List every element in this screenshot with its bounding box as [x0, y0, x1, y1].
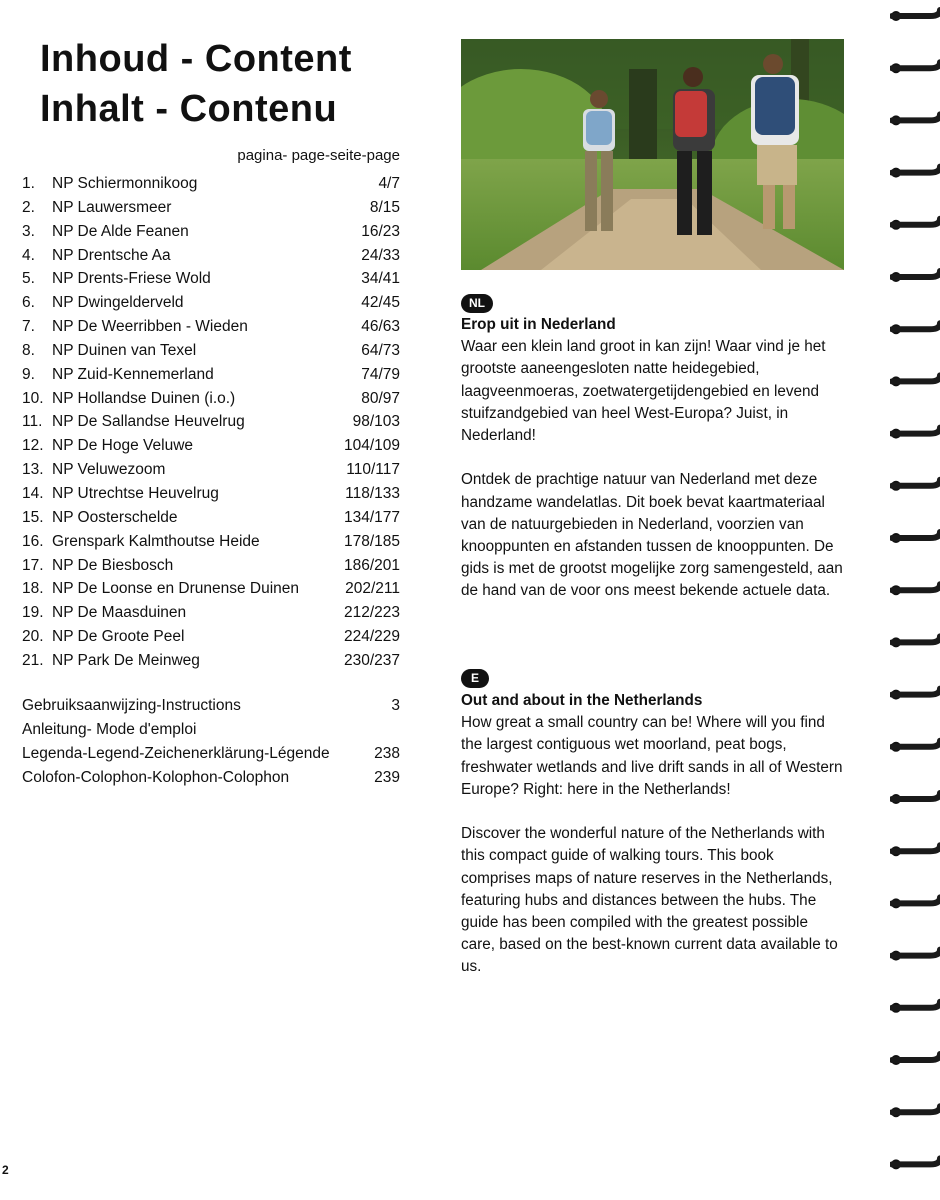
toc-entry-pages: 212/223	[343, 604, 400, 622]
toc-entry-pages: 42/45	[361, 294, 400, 312]
toc-entry-number: 9.	[22, 365, 35, 383]
toc-entry-pages: 202/211	[345, 580, 400, 598]
toc-entry-pages: 110/117	[346, 461, 400, 479]
binding-coil	[891, 584, 940, 595]
en-paragraph-1: How great a small country can be! Where will you find the largest contiguous wet moorland, peat bogs, freshwater wetlands and live drift sands in all of Western Europe? Right: here in the Netherlands!	[461, 714, 843, 798]
toc-entry-title: NP Lauwersmeer	[52, 198, 172, 216]
toc-entry	[22, 482, 400, 506]
toc-entry	[22, 339, 400, 363]
toc-entry-pages: 230/237	[343, 651, 400, 669]
toc-entry-number: 8.	[22, 341, 35, 359]
binding-coil	[891, 167, 940, 178]
toc-entry-title: NP Hollandse Duinen (i.o.)	[52, 389, 236, 407]
toc-entry-number: 2.	[22, 198, 35, 216]
toc-entry	[22, 554, 400, 578]
binding-coil	[891, 10, 940, 21]
toc-entry-pages: 8/15	[369, 198, 400, 216]
toc-entry	[22, 458, 400, 482]
toc-entry-title: NP De Weerribben - Wieden	[52, 318, 248, 336]
toc-entry	[22, 244, 400, 268]
toc-entry-pages: 98/103	[352, 413, 400, 431]
toc-entry-pages: 46/63	[361, 318, 400, 336]
nl-paragraph-2: Ontdek de prachtige natuur van Nederland met deze handzame wandelatlas. Dit boek bevat kaartmateriaal van de natuurgebieden in Nederland, voorzien van knooppunten en afstanden tussen de knooppunten. De gids is met de grootst mogelijke zorg samengesteld, aan de hand van de voor ons meest bekende actuele data.	[461, 471, 843, 600]
toc-entry	[22, 315, 400, 339]
toc-entry	[22, 220, 400, 244]
toc-entry-number: 15.	[22, 508, 44, 526]
extra-entry	[22, 766, 400, 790]
binding-coil	[891, 480, 940, 491]
binding-coil	[891, 1054, 940, 1065]
toc-entry-pages: 34/41	[361, 270, 400, 288]
toc-entry-title: NP De Groote Peel	[52, 628, 185, 646]
toc-entry-number: 17.	[22, 556, 44, 574]
toc-entry	[22, 625, 400, 649]
toc-entry	[22, 649, 400, 673]
extra-entry-title: Anleitung- Mode d'emploi	[22, 720, 197, 738]
binding-coil	[891, 219, 940, 230]
toc-entry-number: 6.	[22, 294, 35, 312]
nl-heading: Erop uit in Nederland	[461, 316, 616, 333]
en-paragraph-2: Discover the wonderful nature of the Netherlands with this compact guide of walking tours. This book comprises maps of nature reserves in the Netherlands, featuring hubs and distances between the hubs. The guide has been compiled with the greatest possible care, based on the best-known current data available to us.	[461, 825, 838, 976]
extra-entry	[22, 742, 400, 766]
extra-entry	[22, 694, 400, 718]
toc-entry-title: NP De Alde Feanen	[52, 222, 189, 240]
toc-entry-pages: 178/185	[343, 532, 400, 550]
extra-entry-title: Gebruiksaanwijzing-Instructions	[22, 697, 241, 714]
en-heading: Out and about in the Netherlands	[461, 692, 703, 709]
toc-entry-number: 16.	[22, 532, 44, 550]
toc-entry-title: NP Schiermonnikoog	[52, 175, 198, 192]
toc-entry-title: NP Drentsche Aa	[52, 246, 171, 264]
toc-entry-title: NP Duinen van Texel	[52, 341, 197, 359]
page-number: 2	[2, 1163, 9, 1177]
extra-entry-title: Colofon-Colophon-Kolophon-Colophon	[22, 768, 290, 786]
toc-entry-number: 4.	[22, 246, 35, 264]
toc-entry-number: 11.	[22, 413, 43, 431]
toc-entry-title: NP Drents-Friese Wold	[52, 270, 211, 288]
toc-entry-pages: 24/33	[361, 246, 400, 264]
en-language-badge: E	[461, 669, 489, 688]
toc-entry-pages: 134/177	[343, 508, 400, 526]
toc-entry-number: 19.	[22, 604, 44, 622]
toc-entry	[22, 172, 400, 196]
binding-coil	[891, 1158, 940, 1169]
binding-coil	[891, 114, 940, 125]
toc-entry	[22, 530, 400, 554]
extra-contents-list	[22, 694, 400, 789]
binding-coil	[891, 62, 940, 73]
page-title-line-1: Inhoud - Content	[40, 38, 352, 80]
nl-language-badge: NL	[461, 294, 493, 313]
page-column-header: pagina- page-seite-page	[237, 147, 400, 164]
toc-entry	[22, 363, 400, 387]
binding-coil	[891, 636, 940, 647]
binding-coil	[891, 323, 940, 334]
toc-entry-pages: 4/7	[378, 175, 400, 192]
table-of-contents	[22, 172, 400, 673]
toc-entry-title: NP De Sallandse Heuvelrug	[52, 413, 245, 431]
binding-coil	[891, 950, 940, 961]
toc-entry-title: Grenspark Kalmthoutse Heide	[52, 532, 260, 550]
toc-entry-title: NP Veluwezoom	[52, 461, 166, 479]
toc-entry-number: 5.	[22, 270, 35, 288]
spiral-binding	[890, 0, 940, 1200]
toc-entry-title: NP De Hoge Veluwe	[52, 437, 194, 455]
toc-entry	[22, 434, 400, 458]
binding-coil	[891, 1106, 940, 1117]
toc-entry-pages: 64/73	[361, 341, 400, 359]
toc-entry-number: 12.	[22, 437, 44, 455]
toc-entry-title: NP De Biesbosch	[52, 556, 174, 574]
page-title	[40, 34, 352, 134]
binding-coil	[891, 793, 940, 804]
toc-entry-number: 18.	[22, 580, 44, 598]
toc-entry-title: NP Oosterschelde	[52, 508, 178, 526]
toc-entry-title: NP De Loonse en Drunense Duinen	[52, 580, 300, 598]
toc-entry-pages: 118/133	[345, 484, 400, 502]
en-section	[461, 690, 845, 1001]
toc-entry	[22, 387, 400, 411]
toc-entry-pages: 16/23	[361, 222, 400, 240]
nl-section	[461, 314, 845, 625]
binding-coil	[891, 1002, 940, 1013]
toc-entry-pages: 74/79	[361, 365, 400, 383]
toc-entry-number: 14.	[22, 484, 44, 502]
toc-entry-number: 13.	[22, 461, 44, 479]
toc-entry-pages: 186/201	[343, 556, 400, 574]
toc-entry-number: 1.	[22, 175, 35, 192]
toc-entry-title: NP De Maasduinen	[52, 604, 187, 622]
toc-entry	[22, 410, 400, 434]
toc-entry-title: NP Park De Meinweg	[52, 651, 200, 669]
extra-entry-pages: 238	[374, 744, 400, 762]
hikers-photo	[461, 39, 844, 270]
toc-entry-pages: 224/229	[343, 628, 400, 646]
binding-coil	[891, 532, 940, 543]
binding-coil	[891, 428, 940, 439]
extra-entry-pages: 239	[374, 768, 400, 786]
toc-entry-title: NP Zuid-Kennemerland	[52, 365, 214, 383]
toc-entry-pages: 80/97	[361, 389, 400, 407]
binding-coil	[891, 741, 940, 752]
toc-entry	[22, 267, 400, 291]
binding-coil	[891, 375, 940, 386]
toc-entry-title: NP Utrechtse Heuvelrug	[52, 484, 219, 502]
toc-entry	[22, 291, 400, 315]
toc-entry-number: 3.	[22, 222, 35, 240]
binding-coil	[891, 271, 940, 282]
page-title-line-2: Inhalt - Contenu	[40, 88, 338, 130]
toc-entry	[22, 196, 400, 220]
extra-entry	[22, 718, 400, 742]
toc-entry-number: 21.	[22, 651, 44, 669]
extra-entry-pages: 3	[391, 697, 400, 714]
toc-entry-number: 20.	[22, 628, 44, 646]
toc-entry-number: 7.	[22, 318, 35, 336]
nl-paragraph-1: Waar een klein land groot in kan zijn! Waar vind je het grootste aaneengesloten natte heidegebied, laagveenmoeras, zoetwatergetijdengebied en levend stuifzandgebied van heel West-Europa? Juist, in Nederland!	[461, 338, 826, 445]
toc-entry	[22, 601, 400, 625]
extra-entry-title: Legenda-Legend-Zeichenerklärung-Légende	[22, 744, 330, 762]
binding-coil	[891, 689, 940, 700]
toc-entry	[22, 577, 400, 601]
toc-entry-number: 10.	[22, 389, 44, 407]
toc-entry	[22, 506, 400, 530]
toc-entry-title: NP Dwingelderveld	[52, 294, 184, 312]
binding-coil	[891, 897, 940, 908]
toc-entry-pages: 104/109	[343, 437, 400, 455]
binding-coil	[891, 845, 940, 856]
